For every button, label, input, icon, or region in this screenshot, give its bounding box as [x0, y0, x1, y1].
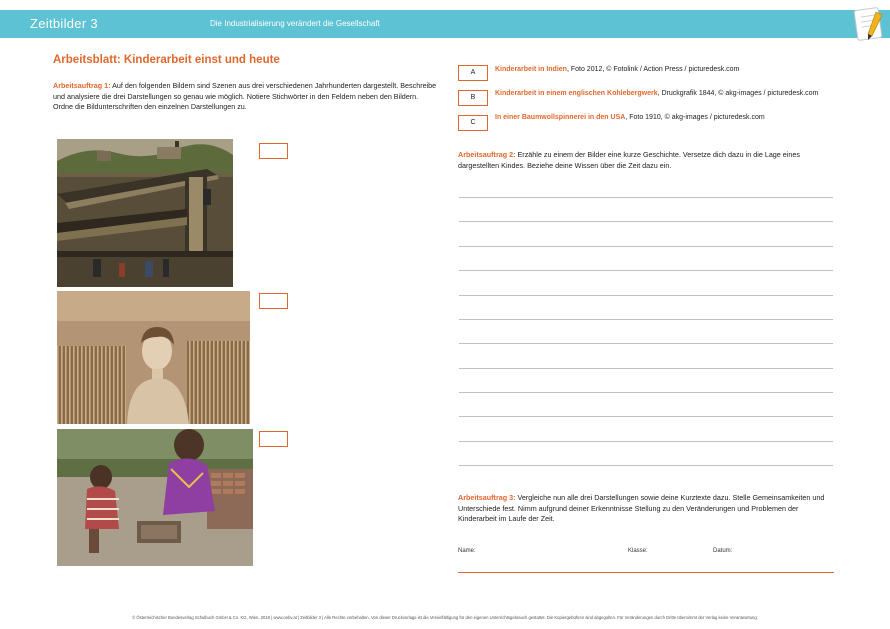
- writing-line[interactable]: [459, 465, 833, 466]
- writing-line[interactable]: [459, 416, 833, 417]
- answer-field-image-2[interactable]: [259, 293, 288, 309]
- writing-line[interactable]: [459, 319, 833, 320]
- header-band: [0, 10, 890, 38]
- book-title: Zeitbilder 3: [30, 16, 98, 31]
- writing-line[interactable]: [459, 392, 833, 393]
- writing-line[interactable]: [459, 270, 833, 271]
- writing-line[interactable]: [459, 246, 833, 247]
- signature-line[interactable]: [458, 572, 834, 573]
- chapter-title: Die Industrialisierung verändert die Gesellschaft: [210, 19, 380, 28]
- writing-line[interactable]: [459, 221, 833, 222]
- caption-a: [495, 66, 739, 73]
- task2-text: Erzähle zu einem der Bilder eine kurze Geschichte. Versetze dich dazu in die Lage eines dargestellten Kindes. Beziehe deine Wissen über die Zeit dazu ein.: [458, 150, 800, 170]
- caption-a-source: , Foto 2012, © Fotolink / Action Press / picturedesk.com: [566, 66, 740, 73]
- writing-line[interactable]: [459, 368, 833, 369]
- worksheet-title: Arbeitsblatt: Kinderarbeit einst und heute: [53, 54, 280, 66]
- caption-letter-c[interactable]: C: [458, 115, 488, 131]
- name-label: Name:: [458, 548, 476, 554]
- datum-label: Datum:: [713, 548, 733, 554]
- caption-c-highlight: In einer Baumwollspinnerei in den USA: [495, 114, 626, 121]
- writing-line[interactable]: [459, 295, 833, 296]
- answer-field-image-1[interactable]: [259, 143, 288, 159]
- copyright-footer: © Österreichischer Bundesverlag Schulbuch GmbH & Co. KG, Wien, 2018 | www.oebv.at | Zeitbilder 3 | Alle Rechte vorbehalten. Von dieser Druckvorlage ist die Vervielfältigung für den eigenen Unterrichtsgebrauch gestattet. Die Kopiergebühren sind abgegolten. Für Veränderungen durch Dritte übernimmt der Verlag keine Verantwortung.: [132, 615, 758, 620]
- klasse-label: Klasse:: [628, 548, 648, 554]
- caption-letter-b[interactable]: B: [458, 90, 488, 106]
- cotton-mill-girl-image: [57, 291, 250, 424]
- task1-text2: Ordne die Bildunterschriften den einzelnen Darstellungen zu.: [53, 102, 247, 111]
- caption-c: [495, 114, 765, 121]
- worksheet-pencil-icon: [852, 6, 886, 42]
- coal-mine-image: [57, 139, 233, 287]
- answer-field-image-3[interactable]: [259, 431, 288, 447]
- caption-letter-a[interactable]: A: [458, 65, 488, 81]
- writing-line[interactable]: [459, 197, 833, 198]
- task3-block: [458, 493, 834, 525]
- task1-text: Auf den folgenden Bildern sind Szenen aus drei verschiedenen Jahrhunderten dargestellt. Beschreibe und analysiere die drei Darstellungen so genau wie möglich. Notiere Stichwörter in den Feldern neben den Bildern.: [53, 81, 437, 101]
- task3-text: Vergleiche nun alle drei Darstellungen sowie deine Kurztexte dazu. Stelle Gemeinsamkeiten und Unterschiede fest. Nimm aufgrund deiner Erkenntnisse Stellung zu den Veränderungen und Problemen der Kinderarbeit im Laufe der Zeit.: [458, 493, 825, 523]
- caption-c-source: , Foto 1910, © akg-images / picturedesk.com: [625, 114, 765, 121]
- writing-line[interactable]: [459, 441, 833, 442]
- caption-b: [495, 90, 818, 97]
- task1-block: [53, 81, 438, 113]
- task3-label: Arbeitsauftrag 3:: [458, 493, 516, 502]
- task1-label: Arbeitsauftrag 1:: [53, 81, 111, 90]
- brick-kiln-children-image: [57, 429, 253, 566]
- task2-block: [458, 150, 834, 171]
- caption-b-source: , Druckgrafik 1844, © akg-images / picturedesk.com: [657, 90, 819, 97]
- caption-b-highlight: Kinderarbeit in einem englischen Kohlebergwerk: [495, 90, 658, 97]
- writing-line[interactable]: [459, 343, 833, 344]
- task2-label: Arbeitsauftrag 2:: [458, 150, 516, 159]
- caption-a-highlight: Kinderarbeit in Indien: [495, 66, 567, 73]
